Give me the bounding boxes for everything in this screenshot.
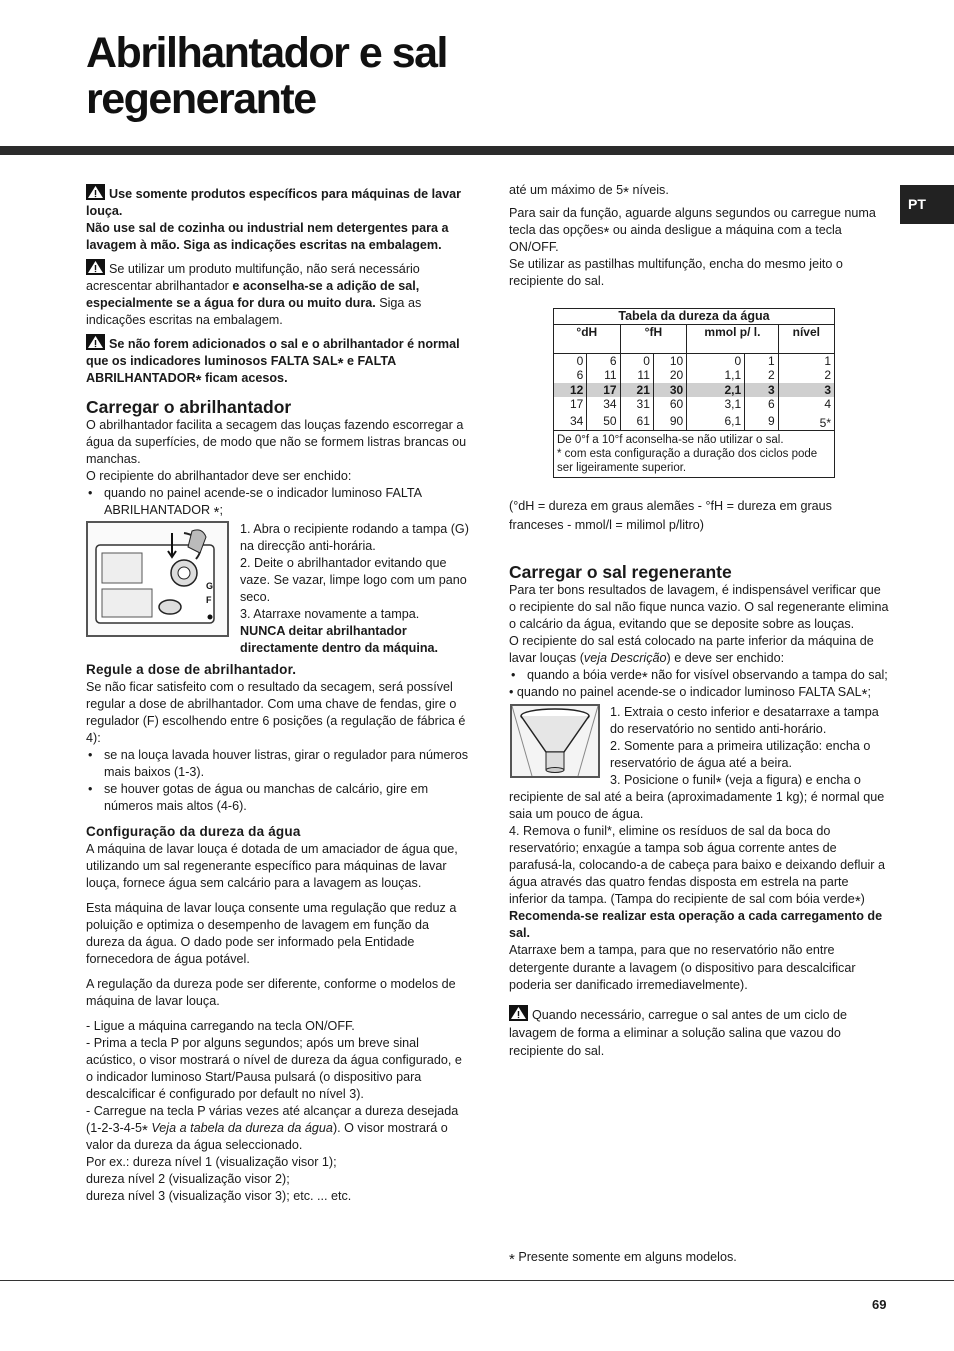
label-f: F xyxy=(206,595,212,605)
rinse-intro: O abrilhantador facilita a secagem das louças fazendo escorregar a água da superfícies, de modo que não se formem listras brancas ou manchas. xyxy=(86,418,467,466)
dose-bullet-1: • se na louça lavada houver listras, girar o regulador para números mais baixos (1-3). xyxy=(86,747,471,781)
page-title xyxy=(86,30,447,122)
salt-step-1: 1. Extraia o cesto inferior e desatarraxe a tampa do reservatório no sentido anti-horário. xyxy=(610,705,879,736)
rinse-fill-when: O recipiente do abrilhantador deve ser enchido: xyxy=(86,469,352,483)
table-row-highlighted: 12 17 21 30 2,1 3 3 xyxy=(554,383,835,398)
language-tab: PT xyxy=(900,185,954,224)
salt-bullet-2: • quando no painel acende-se o indicador luminoso FALTA SAL*; xyxy=(509,685,871,703)
warning-multifunction: Se utilizar um produto multifunção, não será necessário acrescentar abrilhantador e aconselha-se a adição de sal, especialmente se a água for dura ou muito dura. Siga as indicações escritas na embalagem. xyxy=(86,259,471,329)
col-mmol: mmol p/ l. xyxy=(687,324,778,353)
col-fh: °fH xyxy=(620,324,687,353)
salt-recommend: Recomenda-se realizar esta operação a cada carregamento de sal. xyxy=(509,909,883,940)
hardness-step-3: - Carregue na tecla P várias vezes até alcançar a dureza desejada (1-2-3-4-5* Veja a tabela da dureza da água). O visor mostrará o valor da dureza da água seleccionado. xyxy=(86,1104,459,1152)
salt-warning: Quando necessário, carregue o sal antes de um ciclo de lavagem de forma a eliminar a solução salina que vazou do recipiente do sal. xyxy=(509,1005,889,1060)
page-number: 69 xyxy=(872,1297,887,1312)
col-level: nível xyxy=(778,324,834,353)
hardness-example-2: dureza nível 2 (visualização visor 2); xyxy=(86,1172,290,1186)
table-row: 6 11 11 20 1,1 2 2 xyxy=(554,368,835,383)
multifunction-tablets: Se utilizar as pastilhas multifunção, encha do mesmo jeito o recipiente do sal. xyxy=(509,257,843,288)
header-rule xyxy=(0,146,954,155)
warning-icon xyxy=(86,184,105,200)
dose-text: Se não ficar satisfeito com o resultado da secagem, será possível regular a dose de abrilhantador. Com uma chave de fendas, gire o regulador (F) escolhendo entre 6 posições (a regulação de fábrica é 4): xyxy=(86,680,466,745)
hardness-step-2: - Prima a tecla P por alguns segundos; após um breve sinal acústico, o visor mostrará o nível de dureza da água configurado, e o indicador luminoso Start/Pausa pulsará (o dispositivo para descalcificar é configurado por default no nível 3). xyxy=(86,1036,462,1101)
warning-icon xyxy=(86,334,105,350)
col-dh: °dH xyxy=(554,324,621,353)
rinse-never: NUNCA deitar abrilhantador directamente dentro da máquina. xyxy=(240,624,439,655)
warning-icon xyxy=(509,1005,528,1021)
right-column xyxy=(509,182,889,290)
hardness-p2: Esta máquina de lavar louça consente uma regulação que reduz a poluição e optimiza o desempenho de lavagem em função da dureza da água. O dado pode ser informado pela Entidade fornecedora de água potável. xyxy=(86,901,457,966)
hardness-step-1: - Ligue a máquina carregando na tecla ON/OFF. xyxy=(86,1019,355,1033)
dose-bullet-2: • se houver gotas de água ou manchas de calcário, gire em números mais altos (4-6). xyxy=(86,781,471,815)
units-legend: (°dH = dureza em graus alemães - °fH = dureza em graus franceses - mmol/l = milimol p/litro) xyxy=(509,499,832,532)
salt-step-4: 4. Remova o funil*, elimine os resíduos de sal da boca do reservatório; enxagúe a tampa sob água corrente antes de parafusá-la, colocando-a de cabeça para baixo e deixando defluir a água através das quatro fendas disposta em estrela na parte inferior da tampa. (Tampa do recipiente de sal com bóia verde*) xyxy=(509,824,885,910)
rinse-steps xyxy=(240,521,471,657)
rinse-aid-figure xyxy=(86,521,229,637)
salt-step-2: 2. Somente para a primeira utilização: encha o reservatório de água até a beira. xyxy=(610,739,871,770)
dispenser-illustration xyxy=(88,523,227,635)
salt-location: O recipiente do sal está colocado na parte inferior da máquina de lavar louças (veja Descrição) e deve ser enchido: xyxy=(509,634,874,665)
rinse-steps-block xyxy=(86,521,471,660)
table-notes: De 0°f a 10°f aconselha-se não utilizar o sal. * com esta configuração a duração dos ciclos pode ser ligeiramente superior. xyxy=(554,431,835,478)
page-title-line-1: Abrilhantador e sal xyxy=(86,29,447,77)
hardness-p3: A regulação da dureza pode ser diferente, conforme o modelos de máquina de lavar louça. xyxy=(86,977,456,1008)
rinse-step-1: 1. Abra o recipiente rodando a tampa (G) na direcção anti-horária. xyxy=(240,522,469,553)
left-column xyxy=(86,184,471,1205)
page-title-line-2: regenerante xyxy=(86,75,316,123)
rinse-step-3: 3. Atarraxe novamente a tampa. xyxy=(240,607,420,621)
label-g: G xyxy=(206,581,214,591)
hardness-example-1: Por ex.: dureza nível 1 (visualização visor 1); xyxy=(86,1155,337,1169)
hardness-table xyxy=(553,308,835,478)
right-column-lower xyxy=(509,497,889,1060)
funnel-illustration xyxy=(512,706,598,776)
rinse-step-2: 2. Deite o abrilhantador evitando que vaze. Se vazar, limpe logo com um pano seco. xyxy=(240,556,467,604)
warning-icon xyxy=(86,259,105,275)
table-title: Tabela da dureza da água xyxy=(554,309,835,325)
salt-bullet-1: • quando a bóia verde* não for visível observando a tampa do sal; xyxy=(509,667,889,684)
table-row: 0 6 0 10 0 1 1 xyxy=(554,353,835,368)
heading-hardness: Configuração da dureza da água xyxy=(86,824,301,839)
rinse-bullet: • quando no painel acende-se o indicador luminoso FALTA ABRILHANTADOR *; xyxy=(86,485,471,519)
footnote: * Presente somente em alguns modelos. xyxy=(509,1250,737,1268)
funnel-figure xyxy=(510,704,600,778)
salt-intro: Para ter bons resultados de lavagem, é indispensável verificar que o recipiente do sal não fique nunca vazio. O sal regenerante elimina o calcário da água, evitando que se deposite sobre as louças. xyxy=(509,583,889,631)
heading-dose: Regule a dose de abrilhantador. xyxy=(86,662,297,677)
table-row: 17 34 31 60 3,1 6 4 xyxy=(554,397,835,412)
salt-tighten: Atarraxe bem a tampa, para que no reservatório não entre detergente durante a lavagem (o dispositivo para descalcificar poderia ser danificado irremediavelmente). xyxy=(509,943,856,992)
levels-max: até um máximo de 5* níveis. xyxy=(509,183,669,201)
warning-indicators: Se não forem adicionados o sal e o abrilhantador é normal que os indicadores luminosos FALTA SAL* e FALTA ABRILHANTADOR* ficam acesos. xyxy=(86,334,471,387)
heading-rinse-aid: Carregar o abrilhantador xyxy=(86,397,292,417)
hardness-example-3: dureza nível 3 (visualização visor 3); etc. ... etc. xyxy=(86,1189,352,1203)
exit-function: Para sair da função, aguarde alguns segundos ou carregue numa tecla das opções* ou ainda desligue a máquina com a tecla ON/OFF. xyxy=(509,206,876,254)
footer-rule xyxy=(0,1280,954,1281)
warning-products: Use somente produtos específicos para máquinas de lavar louça. Não use sal de cozinha ou industrial nem detergentes para a lavagem à mão. Siga as indicações escritas na embalagem. xyxy=(86,184,471,254)
table-row: 34 50 61 90 6,1 9 5* xyxy=(554,412,835,431)
salt-step-3: 3. Posicione o funil* (veja a figura) e encha o recipiente de sal até a beira (aproximadamente 1 kg); é normal que saia um pouco de água. xyxy=(509,773,885,821)
heading-salt: Carregar o sal regenerante xyxy=(509,562,732,582)
hardness-p1: A máquina de lavar louça é dotada de um amaciador de água que, utilizando um sal regenerante específico para máquinas de lavar louça, fornece água sem calcário para a lavagem as louças. xyxy=(86,842,458,890)
